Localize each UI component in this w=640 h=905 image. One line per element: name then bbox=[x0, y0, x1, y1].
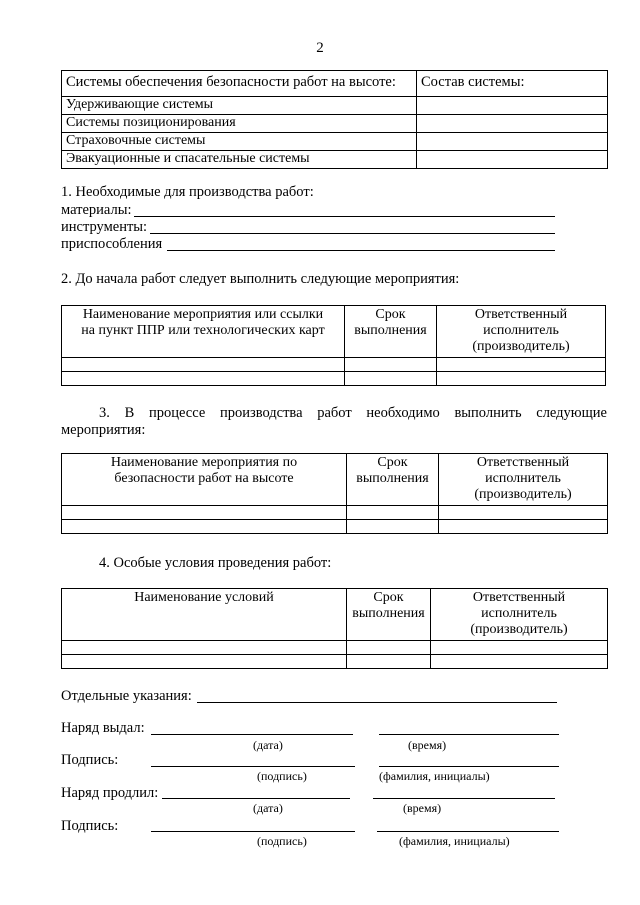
section4-table bbox=[61, 588, 608, 669]
s3-col1-line: Наименование мероприятия по bbox=[110, 455, 298, 470]
systems-row: Системы позиционирования bbox=[62, 115, 417, 133]
extended-time-caption: (время) bbox=[403, 801, 442, 815]
systems-cell[interactable] bbox=[417, 133, 608, 151]
signature2-sign-line[interactable] bbox=[151, 831, 355, 832]
systems-cell[interactable] bbox=[417, 151, 608, 169]
section1-heading: 1. Необходимые для производства работ: bbox=[61, 184, 314, 200]
s3-cell[interactable] bbox=[347, 506, 439, 520]
issued-time-caption: (время) bbox=[408, 738, 447, 752]
section3-table bbox=[61, 453, 608, 534]
s4-col3-line: (производитель) bbox=[470, 622, 568, 637]
s2-cell[interactable] bbox=[437, 358, 606, 372]
s4-col1-header bbox=[62, 589, 347, 641]
issued-date-line[interactable] bbox=[151, 734, 353, 735]
extended-time-line[interactable] bbox=[373, 798, 555, 799]
systems-table bbox=[61, 70, 608, 169]
s4-col2-line: Срок bbox=[373, 590, 404, 605]
issued-time-line[interactable] bbox=[379, 734, 559, 735]
s2-col1-line: на пункт ППР или технологических карт bbox=[81, 323, 325, 338]
s4-cell[interactable] bbox=[62, 641, 347, 655]
s4-cell[interactable] bbox=[347, 641, 431, 655]
signature2-name-line[interactable] bbox=[377, 831, 559, 832]
extended-date-line[interactable] bbox=[162, 798, 350, 799]
s3-cell[interactable] bbox=[347, 520, 439, 534]
s2-col3-line: Ответственный bbox=[474, 307, 568, 322]
s4-col3-header bbox=[431, 589, 608, 641]
s3-cell[interactable] bbox=[62, 506, 347, 520]
s3-col1-header bbox=[62, 454, 347, 506]
systems-cell[interactable] bbox=[417, 97, 608, 115]
signature1-sign-caption: (подпись) bbox=[257, 769, 307, 783]
materials-line[interactable] bbox=[134, 216, 555, 217]
s4-cell[interactable] bbox=[431, 641, 608, 655]
section4-heading: 4. Особые условия проведения работ: bbox=[99, 555, 332, 571]
systems-cell[interactable] bbox=[417, 115, 608, 133]
s4-col3-line: Ответственный bbox=[472, 590, 566, 605]
section2-table bbox=[61, 305, 606, 386]
s3-col3-line: Ответственный bbox=[476, 455, 570, 470]
s3-col2-header bbox=[347, 454, 439, 506]
s2-col1-line: Наименование мероприятия или ссылки bbox=[82, 307, 324, 322]
s3-cell[interactable] bbox=[439, 506, 608, 520]
signature1-name-line[interactable] bbox=[379, 766, 559, 767]
s4-col3-line: исполнитель bbox=[481, 606, 557, 621]
s3-col3-line: исполнитель bbox=[485, 471, 561, 486]
signature2-sign-caption: (подпись) bbox=[257, 834, 307, 848]
s3-col3-line: (производитель) bbox=[474, 487, 572, 502]
issued-date-caption: (дата) bbox=[253, 738, 283, 752]
fixtures-label: приспособления bbox=[61, 236, 163, 252]
issued-label: Наряд выдал: bbox=[61, 720, 145, 736]
s4-cell[interactable] bbox=[431, 655, 608, 669]
signature2-name-caption: (фамилия, инициалы) bbox=[399, 834, 510, 848]
s4-cell[interactable] bbox=[347, 655, 431, 669]
s4-cell[interactable] bbox=[62, 655, 347, 669]
s2-col1-header bbox=[62, 306, 345, 358]
extended-date-caption: (дата) bbox=[253, 801, 283, 815]
s2-cell[interactable] bbox=[62, 372, 345, 386]
s2-col3-line: (производитель) bbox=[472, 339, 570, 354]
systems-header-left: Системы обеспечения безопасности работ на высоте: bbox=[62, 71, 417, 97]
section3-heading-cont: мероприятия: bbox=[61, 422, 146, 438]
extended-label: Наряд продлил: bbox=[61, 785, 159, 801]
signature1-sign-line[interactable] bbox=[151, 766, 355, 767]
s2-col3-header bbox=[437, 306, 606, 358]
systems-row: Удерживающие системы bbox=[62, 97, 417, 115]
s3-col2-line: Срок bbox=[377, 455, 408, 470]
systems-row: Эвакуационные и спасательные системы bbox=[62, 151, 417, 169]
special-notes-label: Отдельные указания: bbox=[61, 688, 192, 704]
section3-heading: 3. В процессе производства работ необходимо выполнить следующие bbox=[99, 405, 607, 421]
systems-row: Страховочные системы bbox=[62, 133, 417, 151]
s3-col3-header bbox=[439, 454, 608, 506]
s4-col2-line: выполнения bbox=[352, 606, 425, 621]
s2-cell[interactable] bbox=[62, 358, 345, 372]
s2-col3-line: исполнитель bbox=[483, 323, 559, 338]
fixtures-line[interactable] bbox=[167, 250, 555, 251]
special-notes-line[interactable] bbox=[197, 702, 557, 703]
page-number: 2 bbox=[316, 40, 324, 56]
s2-cell[interactable] bbox=[437, 372, 606, 386]
signature1-label: Подпись: bbox=[61, 752, 119, 768]
s2-col2-header bbox=[345, 306, 437, 358]
s4-col1-line: Наименование условий bbox=[134, 590, 274, 605]
materials-label: материалы: bbox=[61, 202, 132, 218]
tools-label: инструменты: bbox=[61, 219, 148, 235]
systems-header-right: Состав системы: bbox=[417, 71, 608, 97]
section2-heading: 2. До начала работ следует выполнить следующие мероприятия: bbox=[61, 271, 460, 287]
s2-cell[interactable] bbox=[345, 358, 437, 372]
signature1-name-caption: (фамилия, инициалы) bbox=[379, 769, 490, 783]
tools-line[interactable] bbox=[150, 233, 555, 234]
s3-cell[interactable] bbox=[62, 520, 347, 534]
s3-col2-line: выполнения bbox=[356, 471, 429, 486]
s3-cell[interactable] bbox=[439, 520, 608, 534]
s2-cell[interactable] bbox=[345, 372, 437, 386]
s4-col2-header bbox=[347, 589, 431, 641]
s2-col2-line: выполнения bbox=[354, 323, 427, 338]
signature2-label: Подпись: bbox=[61, 818, 119, 834]
s2-col2-line: Срок bbox=[375, 307, 406, 322]
s3-col1-line: безопасности работ на высоте bbox=[114, 471, 294, 486]
